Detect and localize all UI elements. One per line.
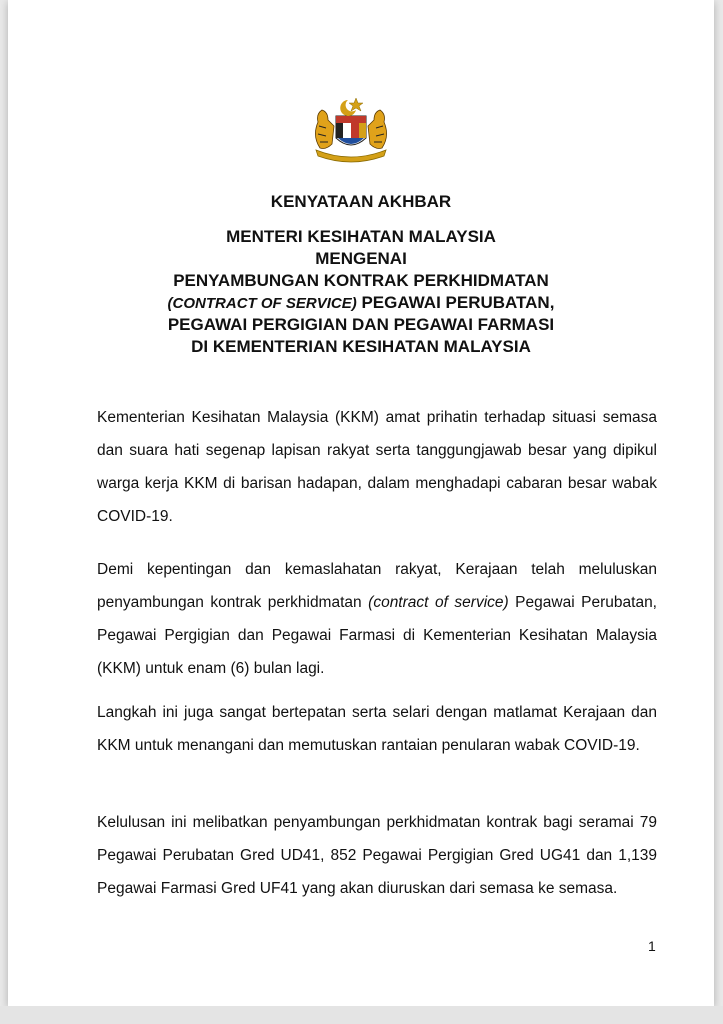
- heading-subject-line2: [8, 292, 714, 315]
- heading-subject-line1: PENYAMBUNGAN KONTRAK PERKHIDMATAN: [173, 271, 549, 290]
- viewer-background-strip: [0, 1006, 723, 1024]
- paragraph-2-part2: Pegawai Perubatan, Pegawai Pergigian dan Pegawai Farmasi di Kementerian Kesihatan Malaysia (KKM) untuk enam (6) bulan lagi.: [97, 594, 657, 677]
- crest-left-tiger: [315, 110, 334, 149]
- crest-ribbon: [316, 150, 386, 162]
- heading-regarding: MENGENAI: [315, 249, 407, 268]
- heading-subject-line4: DI KEMENTERIAN KESIHATAN MALAYSIA: [191, 337, 531, 356]
- paragraph-2-italic: (contract of service): [368, 594, 509, 611]
- crest-right-tiger: [368, 110, 387, 149]
- paragraph-4: Kelulusan ini melibatkan penyambungan perkhidmatan kontrak bagi seramai 79 Pegawai Perubatan Gred UD41, 852 Pegawai Pergigian Gred UG41 dan 1,139 Pegawai Farmasi Gred UF41 yang akan diuruskan dari semasa ke semasa.: [97, 814, 657, 897]
- heading-italic-term: (CONTRACT OF SERVICE): [167, 295, 357, 312]
- paragraph-3: Langkah ini juga sangat bertepatan serta selari dengan matlamat Kerajaan dan KKM untuk menangani dan memutuskan rantaian penularan wabak COVID-19.: [97, 704, 657, 754]
- heading-subject-line2-rest: PEGAWAI PERUBATAN,: [356, 293, 555, 312]
- paragraph-2: [97, 553, 657, 685]
- heading-minister: MENTERI KESIHATAN MALAYSIA: [226, 227, 496, 246]
- heading-subject-line3: PEGAWAI PERGIGIAN DAN PEGAWAI FARMASI: [167, 315, 555, 334]
- page-number: 1: [648, 938, 656, 954]
- paragraph-2-part1: Demi kepentingan dan kemaslahatan rakyat, Kerajaan telah meluluskan penyambungan kontrak perkhidmatan: [97, 561, 657, 611]
- paragraph-1: Kementerian Kesihatan Malaysia (KKM) amat prihatin terhadap situasi semasa dan suara hati segenap lapisan rakyat serta tanggungjawab besar yang dipikul warga kerja KKM di barisan hadapan, dalam menghadapi cabaran besar wabak COVID-19.: [97, 409, 657, 525]
- crest-star: [349, 98, 363, 111]
- coat-of-arms-logo: [306, 92, 396, 164]
- press-statement-title: KENYATAAN AKHBAR: [270, 192, 452, 211]
- document-page: [8, 0, 714, 1006]
